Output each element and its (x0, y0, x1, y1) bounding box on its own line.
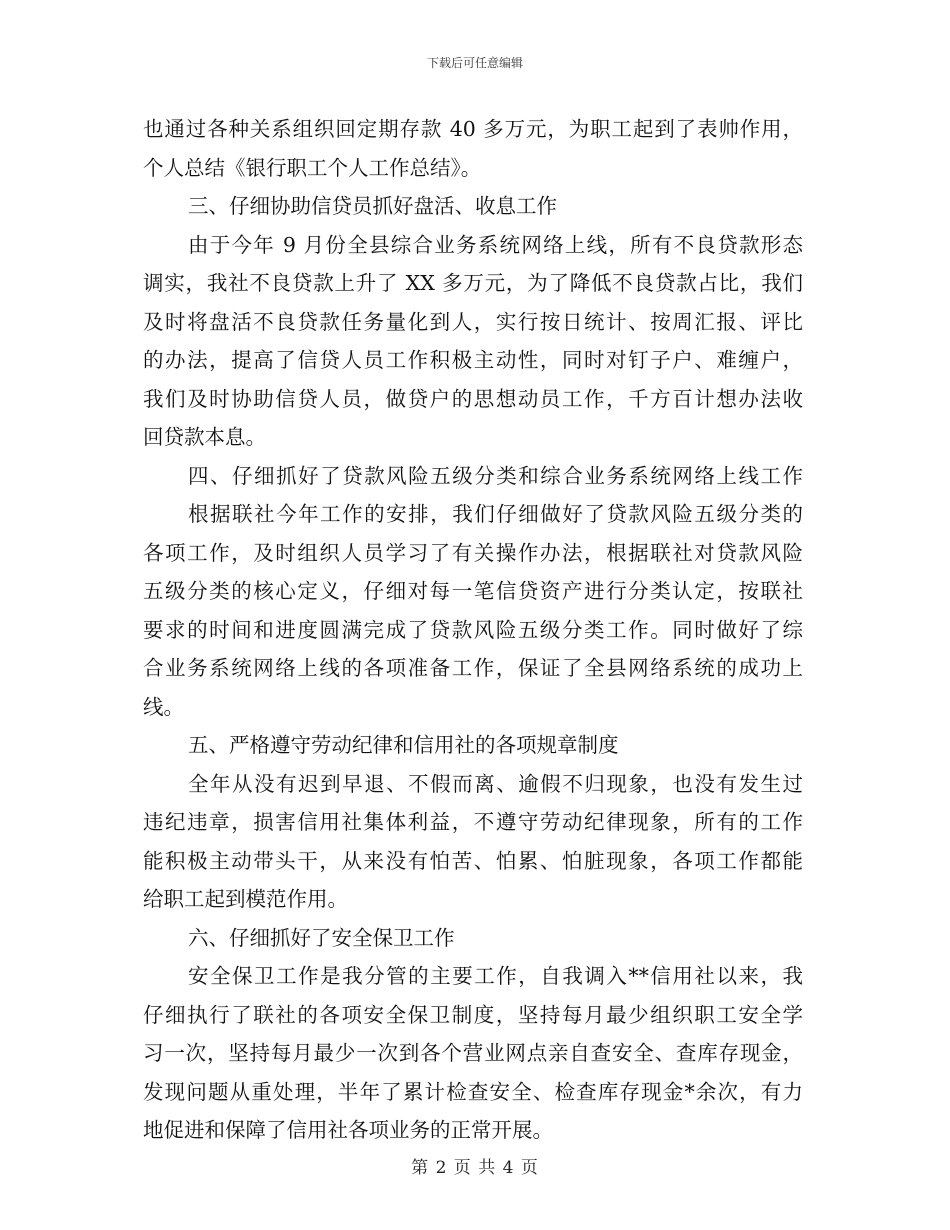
text-line: 回贷款本息。 (143, 425, 266, 449)
text-line: 三、仔细协助信贷员抓好盘活、收息工作 (188, 194, 557, 218)
text-line: 六、仔细抓好了安全保卫工作 (188, 925, 455, 950)
text-line: 个人总结《银行职工个人工作总结》。 (143, 155, 482, 180)
text-line: 我们及时协助信贷人员，做贷户的思想动员工作，千方百计想办法收 (143, 386, 803, 411)
text-line: 的办法，提高了信贷人员工作积极主动性，同时对钉子户、难缠户， (143, 348, 803, 372)
text-line: 习一次，坚持每月最少一次到各个营业网点亲自查安全、查库存现金， (143, 1041, 803, 1065)
text-line: 及时将盘活不良贷款任务量化到人，实行按日统计、按周汇报、评比 (143, 309, 803, 334)
text-line: 根据联社今年工作的安排，我们仔细做好了贷款风险五级分类的 (188, 502, 803, 526)
text-line: 能积极主动带头干，从来没有怕苦、怕累、怕脏现象，各项工作都能 (143, 848, 803, 873)
text-line: 由于今年 9 月份全县综合业务系统网络上线，所有不良贷款形态 (188, 232, 803, 257)
text-line: 全年从没有迟到早退、不假而离、逾假不归现象，也没有发生过 (188, 771, 803, 796)
text-line: 给职工起到模范作用。 (143, 887, 348, 911)
text-line: 也通过各种关系组织回定期存款 40 多万元，为职工起到了表帅作用， (143, 117, 803, 141)
text-line: 仔细执行了联社的各项安全保卫制度，坚持每月最少组织职工安全学 (143, 1002, 803, 1027)
page-footer: 第 2 页 共 4 页 (411, 1158, 539, 1178)
text-line: 合业务系统网络上线的各项准备工作，保证了全县网络系统的成功上 (143, 656, 803, 680)
text-line: 线。 (143, 694, 184, 719)
text-line: 要求的时间和进度圆满完成了贷款风险五级分类工作。同时做好了综 (143, 617, 803, 642)
text-line: 发现问题从重处理，半年了累计检查安全、检查库存现金*余次，有力 (143, 1079, 803, 1104)
page-header: 下载后可任意编辑 (426, 56, 523, 70)
text-line: 调实，我社不良贷款上升了 XX 多万元，为了降低不良贷款占比，我们 (143, 271, 803, 295)
text-line: 各项工作，及时组织人员学习了有关操作办法，根据联社对贷款风险 (143, 540, 803, 565)
text-line: 五、严格遵守劳动纪律和信用社的各项规章制度 (188, 733, 619, 757)
document-body (143, 110, 803, 1150)
text-line: 违纪违章，损害信用社集体利益，不遵守劳动纪律现象，所有的工作 (143, 810, 803, 834)
text-line: 地促进和保障了信用社各项业务的正常开展。 (143, 1118, 553, 1142)
text-line: 四、仔细抓好了贷款风险五级分类和综合业务系统网络上线工作 (188, 463, 803, 488)
text-line: 安全保卫工作是我分管的主要工作，自我调入**信用社以来，我 (188, 964, 803, 988)
text-line: 五级分类的核心定义，仔细对每一笔信贷资产进行分类认定，按联社 (143, 579, 803, 603)
